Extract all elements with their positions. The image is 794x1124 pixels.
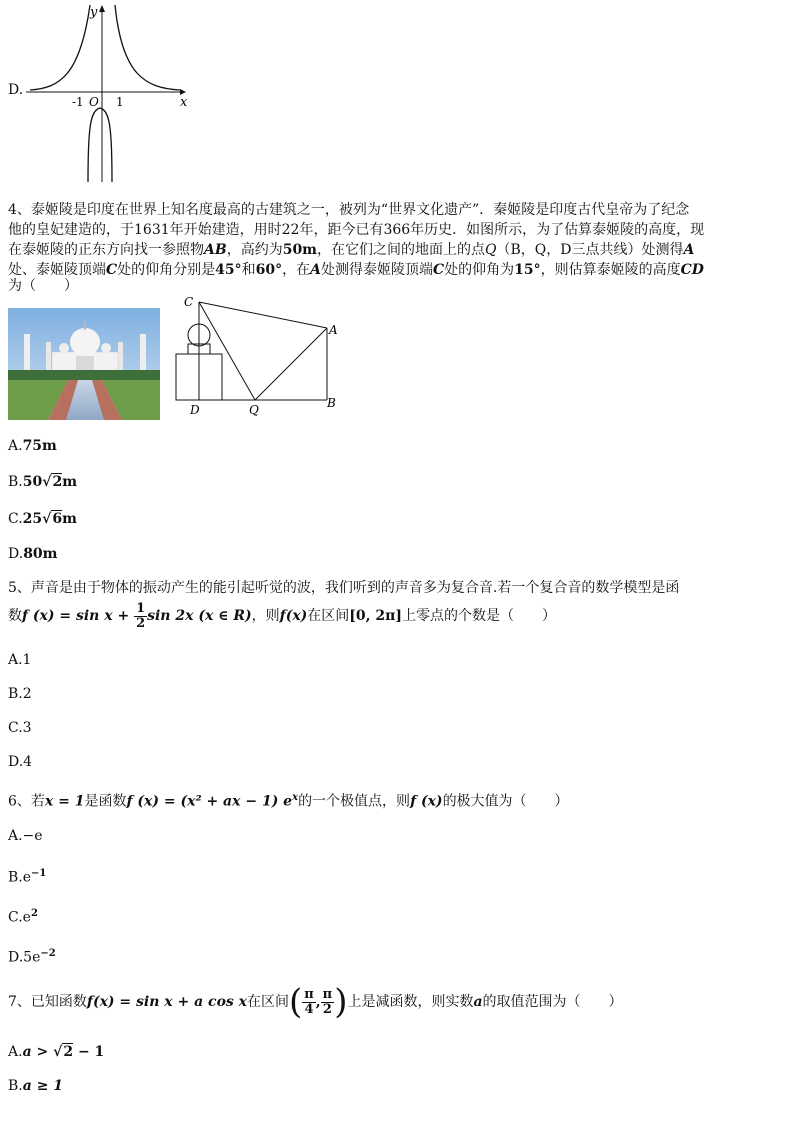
q6-option-c[interactable]: $C.e^2$ [8, 908, 38, 926]
q6-option-a[interactable]: A.−e [8, 828, 43, 844]
q4-option-b[interactable]: B.50√2m [8, 474, 78, 490]
q5-option-d[interactable]: D.4 [8, 754, 33, 770]
q7-option-a[interactable]: A.a > √2 − 1 [8, 1044, 105, 1060]
q4-line5: 为（ ） [8, 278, 78, 294]
q3-option-d-label: D. [8, 82, 24, 98]
q4-option-d[interactable]: D.80m [8, 546, 58, 562]
q4-geometry-diagram [172, 292, 348, 418]
q3-origin-label: O [89, 95, 99, 109]
diagram-label-a: A [329, 323, 338, 337]
q3-x-axis-label: x [180, 95, 188, 110]
q3-tick-neg1: -1 [72, 95, 84, 109]
q6-option-d[interactable]: $D.5e^{-2}$ [8, 948, 56, 966]
q6-stem: 6、若x = 1是函数f (x) = (x² + ax − 1) $e^x$的一个极值点，则f (x)的极大值为（ ） [8, 792, 569, 810]
q4-line1: 4、泰姬陵是印度在世界上知名度最高的古建筑之一，被列为“世界文化遗产”．秦姬陵是印度古代皇帝为了纪念 [8, 202, 690, 218]
q6-option-b[interactable]: $B.e^{-1}$ [8, 868, 47, 886]
taj-mahal-photo [8, 308, 160, 420]
diagram-label-b: B [327, 396, 336, 410]
q7-stem: 7、已知函数f(x) = sin x + a cos x在区间( $\frac{\pi}{4}$ , $\frac{\pi}{2}$ )上是减函数，则实数a的取值范围为（ ） [8, 982, 623, 1022]
q3-y-axis-label: y [90, 5, 98, 20]
q4-line4: 处、泰姬陵顶端C处的仰角分别是45°和60°，在A处测得泰姬陵顶端C处的仰角为15°，则估算泰姬陵的高度CD [8, 262, 704, 278]
q4-option-c[interactable]: C.25√6m [8, 511, 77, 527]
q5-option-a[interactable]: A.1 [8, 652, 32, 668]
diagram-label-c: C [184, 295, 194, 309]
q5-line1: 5、声音是由于物体的振动产生的能引起听觉的波，我们听到的声音多为复合音.若一个复合音的数学模型是函 [8, 580, 680, 596]
q4-option-a[interactable]: A.75m [8, 438, 57, 454]
q3-tick-1: 1 [116, 95, 124, 109]
diagram-label-q: Q [249, 403, 259, 417]
q5-line2: 数f (x) = sin x + $\frac{1}{2}$ sin 2x (x ∈ R)，则f(x)在区间[0, 2π]上零点的个数是（ ） [8, 600, 557, 631]
q5-option-c[interactable]: C.3 [8, 720, 32, 736]
q4-line2: 他的皇妃建造的，于1631年开始建造，用时22年，距今已有366年历史．如图所示，为了估算泰姬陵的高度，现 [8, 222, 705, 238]
diagram-label-d: D [190, 403, 200, 417]
q7-option-b[interactable]: B.a ≥ 1 [8, 1078, 64, 1094]
q3-option-d-graph [20, 0, 200, 185]
q5-option-b[interactable]: B.2 [8, 686, 32, 702]
q4-line3: 在泰姬陵的正东方向找一参照物AB，高约为50m，在它们之间的地面上的点Q（B，Q，D三点共线）处测得A [8, 242, 695, 258]
